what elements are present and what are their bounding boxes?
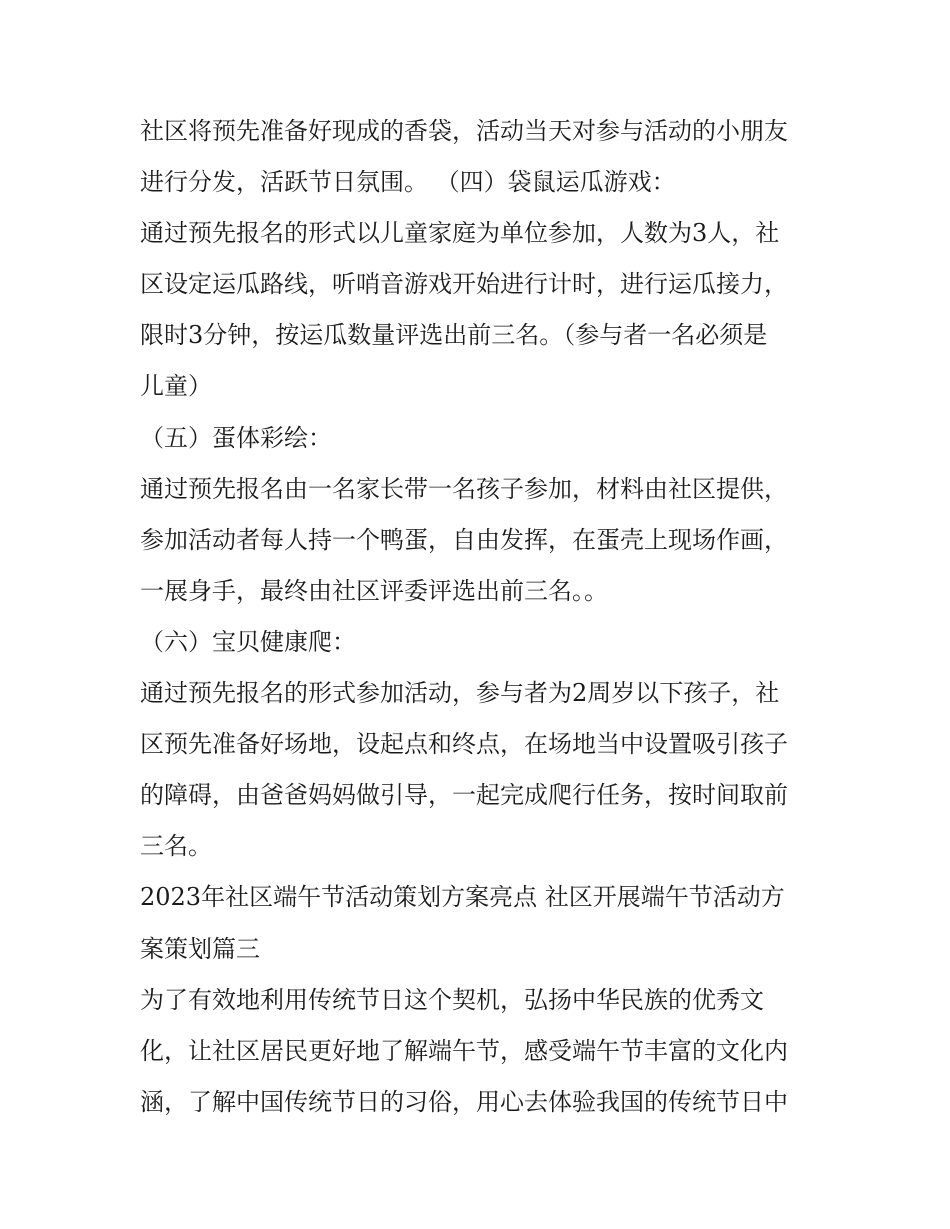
text-line: 涵，了解中国传统节日的习俗，用心去体验我国的传统节日中 <box>140 1087 788 1116</box>
section-heading: （五）蛋体彩绘： <box>140 423 332 452</box>
text-line: 进行分发，活跃节日氛围。 （四）袋鼠运瓜游戏： <box>140 168 676 197</box>
text-line: 通过预先报名的形式参加活动，参与者为2周岁以下孩子，社 <box>140 679 780 708</box>
text-line: 一展身手，最终由社区评委评选出前三名。。 <box>140 576 608 605</box>
article-title: 案策划篇三 <box>140 934 260 963</box>
article-title: 2023年社区端午节活动策划方案亮点 社区开展端午节活动方 <box>140 883 785 912</box>
text-line: 限时3分钟，按运瓜数量评选出前三名。（参与者一名必须是 <box>140 321 768 350</box>
document-body <box>140 106 820 1128</box>
text-line: 区设定运瓜路线，听哨音游戏开始进行计时，进行运瓜接力， <box>140 270 788 299</box>
text-line: 化，让社区居民更好地了解端午节，感受端午节丰富的文化内 <box>140 1036 788 1065</box>
text-line: 通过预先报名的形式以儿童家庭为单位参加，人数为3人，社 <box>140 219 780 248</box>
text-line: 社区将预先准备好现成的香袋，活动当天对参与活动的小朋友 <box>140 117 788 145</box>
text-line: 儿童） <box>140 372 212 401</box>
text-line: 为了有效地利用传统节日这个契机，弘扬中华民族的优秀文 <box>140 985 764 1014</box>
text-line: 通过预先报名由一名家长带一名孩子参加，材料由社区提供， <box>140 474 788 503</box>
text-line: 的障碍，由爸爸妈妈做引导，一起完成爬行任务，按时间取前 <box>140 781 788 810</box>
text-line: 区预先准备好场地，设起点和终点，在场地当中设置吸引孩子 <box>140 730 788 759</box>
text-line: 三名。 <box>140 832 212 861</box>
section-heading: （六）宝贝健康爬： <box>140 627 356 656</box>
text-line: 参加活动者每人持一个鸭蛋，自由发挥，在蛋壳上现场作画， <box>140 525 788 554</box>
